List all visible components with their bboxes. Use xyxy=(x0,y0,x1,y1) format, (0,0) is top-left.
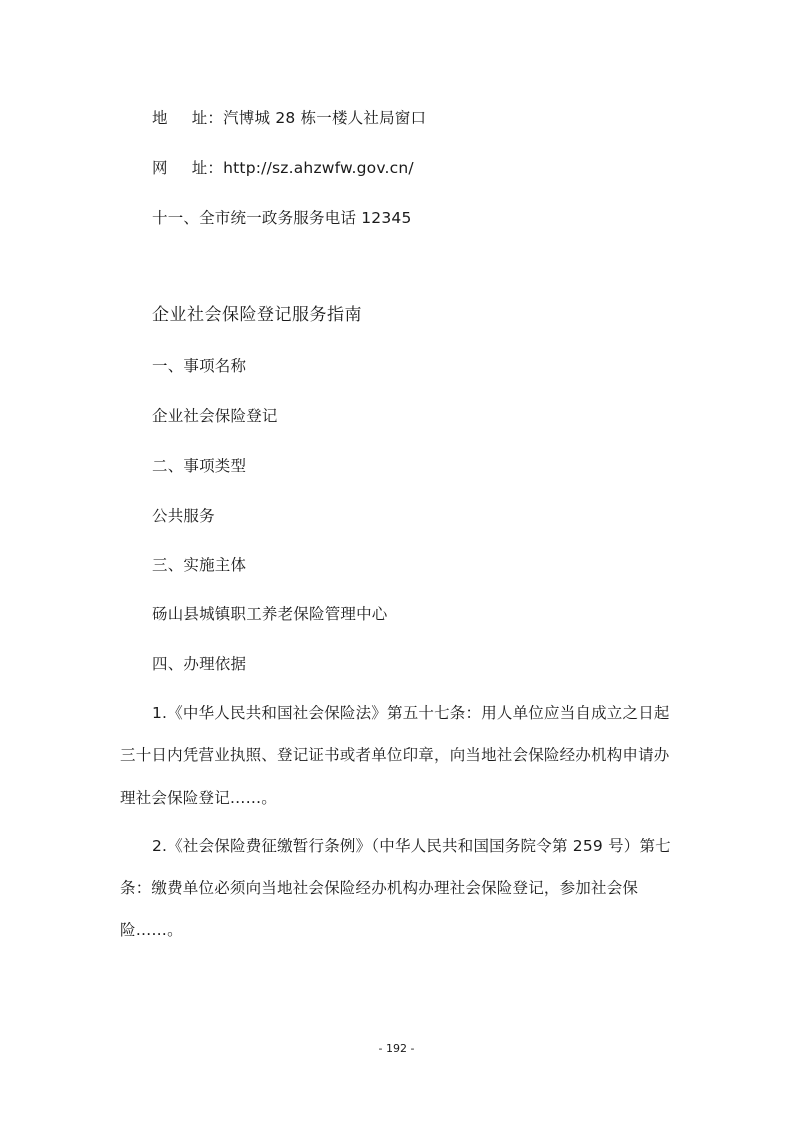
website-label-a: 网 xyxy=(152,159,168,177)
website-label-b: 址： xyxy=(191,159,224,177)
address-label-b: 址： xyxy=(191,109,224,127)
section-2-value: 公共服务 xyxy=(152,507,215,525)
section-4-heading: 四、办理依据 xyxy=(152,655,247,673)
address-value: 汽博城 28 栋一楼人社局窗口 xyxy=(223,109,427,127)
basis-paragraph-2-line-1: 2.《社会保险费征缴暂行条例》（中华人民共和国国务院令第 259 号）第七 xyxy=(152,837,671,855)
basis-paragraph-1-line-3: 理社会保险登记……。 xyxy=(120,789,278,807)
address-line xyxy=(152,108,426,128)
page-number: - 192 - xyxy=(378,1042,415,1055)
website-line xyxy=(152,158,414,178)
section-3-heading: 三、实施主体 xyxy=(152,556,247,574)
section-3-value: 砀山县城镇职工养老保险管理中心 xyxy=(152,605,388,623)
section-2-heading: 二、事项类型 xyxy=(152,457,247,475)
address-label-a: 地 xyxy=(152,109,168,127)
guide-title: 企业社会保险登记服务指南 xyxy=(152,305,362,325)
basis-paragraph-1-line-2: 三十日内凭营业执照、登记证书或者单位印章，向当地社会保险经办机构申请办 xyxy=(120,746,670,764)
basis-paragraph-1-line-1: 1.《中华人民共和国社会保险法》第五十七条：用人单位应当自成立之日起 xyxy=(152,704,670,722)
basis-paragraph-2-line-2: 条：缴费单位必须向当地社会保险经办机构办理社会保险登记，参加社会保 xyxy=(120,879,639,897)
section-1-heading: 一、事项名称 xyxy=(152,357,247,375)
hotline-line: 十一、全市统一政务服务电话 12345 xyxy=(152,209,412,227)
section-1-value: 企业社会保险登记 xyxy=(152,407,278,425)
basis-paragraph-2-line-3: 险……。 xyxy=(120,921,183,939)
website-url[interactable]: http://sz.ahzwfw.gov.cn/ xyxy=(223,159,414,177)
